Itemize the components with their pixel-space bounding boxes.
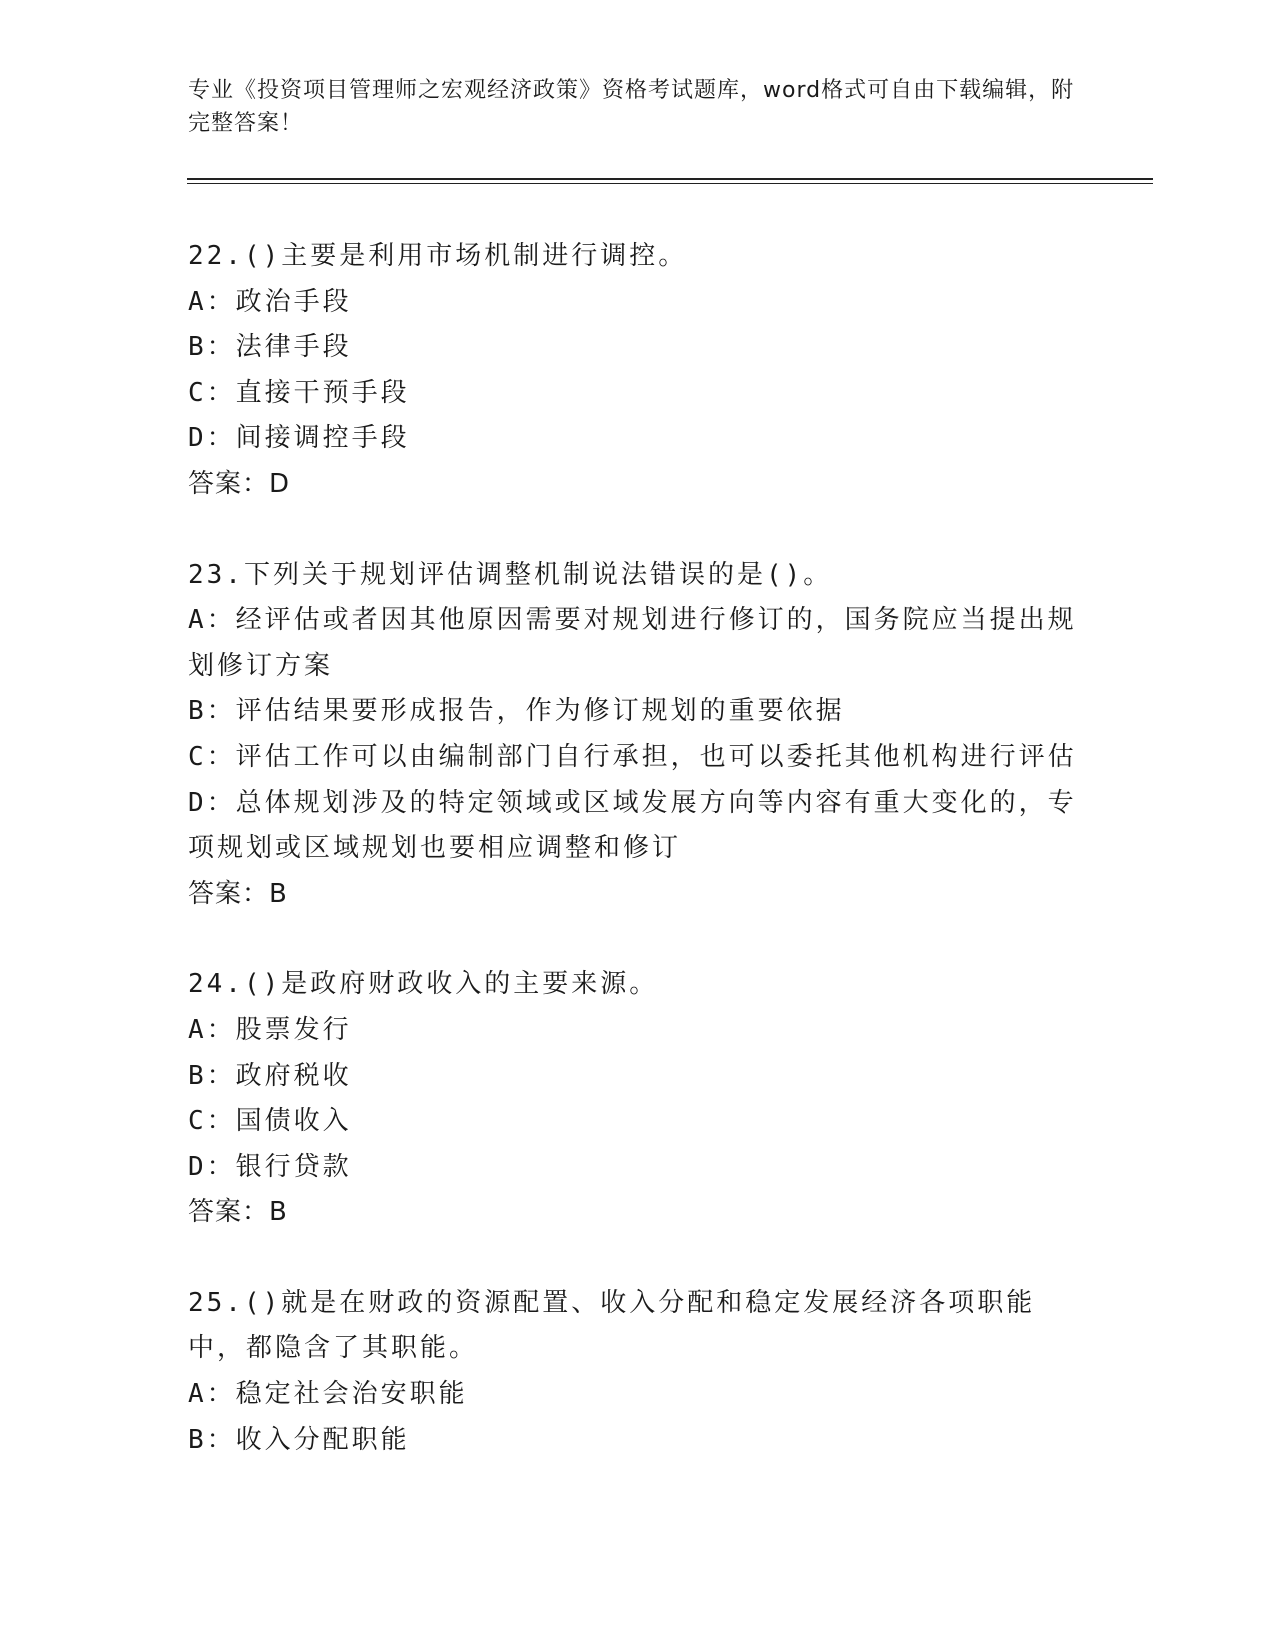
answer-label: 答案：: [188, 1197, 270, 1228]
answer-label: 答案：: [188, 878, 270, 909]
option-c: C：直接干预手段: [188, 377, 410, 408]
option-a: A：股票发行: [188, 1014, 352, 1045]
option-a: A：政治手段: [188, 286, 352, 317]
option-d: D：间接调控手段: [188, 423, 410, 454]
header-divider-thin: [187, 183, 1153, 184]
question-23: [188, 553, 1088, 918]
page-header: 专业《投资项目管理师之宏观经济政策》资格考试题库，word格式可自由下载编辑，附完整答案！: [188, 78, 1075, 136]
answer: [188, 872, 1088, 918]
answer: [188, 462, 1088, 508]
question-stem: 24.()是政府财政收入的主要来源。: [188, 969, 659, 1000]
question-24: [188, 962, 1088, 1236]
question-list: [188, 234, 1088, 1508]
option-d: D：银行贷款: [188, 1151, 352, 1182]
option-b: B：评估结果要形成报告，作为修订规划的重要依据: [188, 696, 845, 727]
option-c: C：评估工作可以由编制部门自行承担，也可以委托其他机构进行评估: [188, 741, 1077, 772]
option-b: B：收入分配职能: [188, 1424, 410, 1455]
option-c: C：国债收入: [188, 1106, 352, 1137]
question-22: [188, 234, 1088, 508]
question-stem: 25.()就是在财政的资源配置、收入分配和稳定发展经济各项职能中，都隐含了其职能。: [188, 1287, 1036, 1364]
answer: [188, 1190, 1088, 1236]
option-a: A：经评估或者因其他原因需要对规划进行修订的，国务院应当提出规划修订方案: [188, 605, 1077, 681]
header-divider-thick: [187, 178, 1153, 180]
question-stem: 22.()主要是利用市场机制进行调控。: [188, 241, 688, 271]
answer-value: B: [269, 878, 288, 909]
answer-value: D: [269, 468, 291, 499]
answer-value: B: [269, 1197, 288, 1228]
question-stem: 23.下列关于规划评估调整机制说法错误的是()。: [188, 559, 833, 590]
option-b: B：法律手段: [188, 332, 352, 363]
option-b: B：政府税收: [188, 1060, 352, 1091]
answer-label: 答案：: [188, 468, 270, 499]
option-a: A：稳定社会治安职能: [188, 1379, 468, 1410]
option-d: D：总体规划涉及的特定领域或区域发展方向等内容有重大变化的，专项规划或区域规划也要相应调整和修订: [188, 787, 1077, 864]
question-25: [188, 1281, 1088, 1463]
